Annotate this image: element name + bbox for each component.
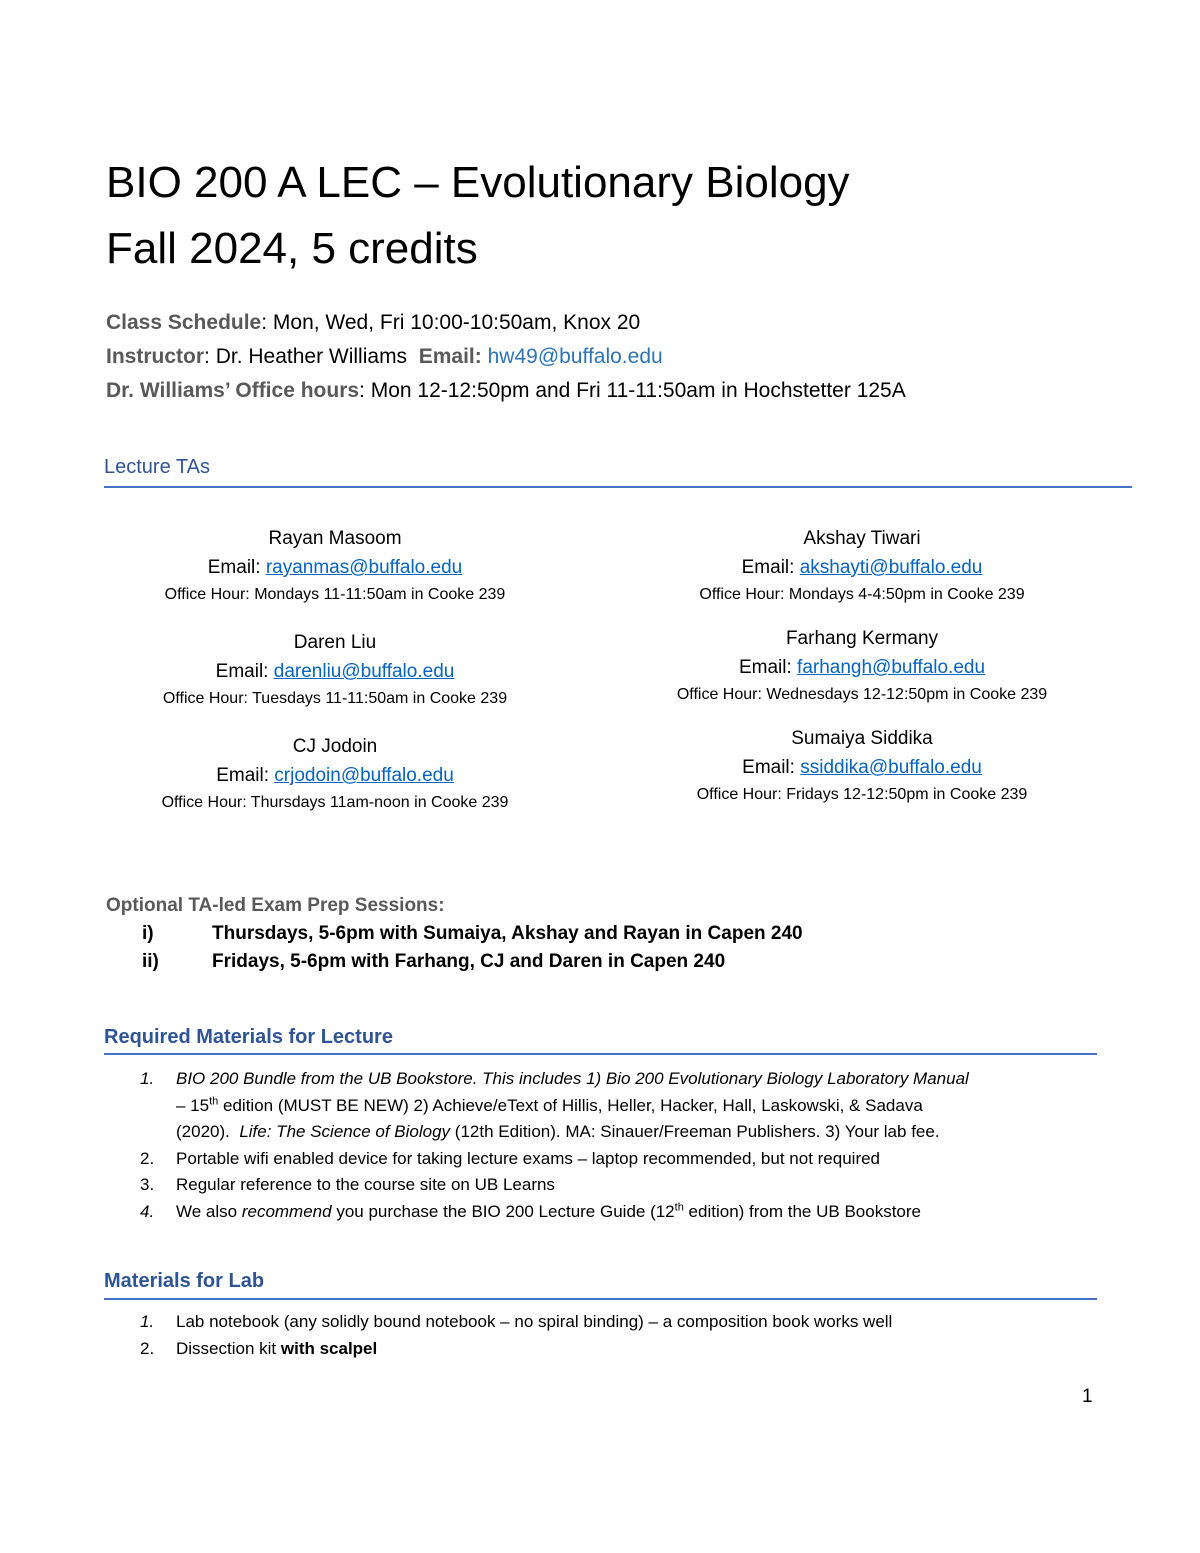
list-sup: th (209, 1094, 219, 1107)
ta-hours-value: Thursdays 11am-noon in Cooke 239 (250, 794, 509, 811)
ta-office-hour (105, 686, 565, 712)
title-line-1: BIO 200 A LEC – Evolutionary Biology (106, 158, 850, 207)
class-schedule-value: Mon, Wed, Fri 10:00-10:50am, Knox 20 (272, 311, 641, 334)
ta-hours-label: Office Hour: (676, 686, 762, 703)
list-item (140, 1146, 1100, 1173)
instructor-row: Instructor: Dr. Heather Williams Email: hw49@buffalo.edu (106, 345, 663, 368)
ta-card (105, 732, 565, 816)
list-text: Regular reference to the course site on UB Learns (176, 1175, 555, 1194)
list-text: Lab notebook (any solidly bound notebook – no spiral binding) – a composition book works well (176, 1312, 893, 1331)
ta-email-link[interactable]: farhangh@buffalo.edu (797, 657, 986, 678)
required-materials-divider (104, 1053, 1097, 1055)
instructor-label: Instructor (106, 345, 205, 368)
ta-card (632, 724, 1092, 808)
list-num: 3. (140, 1175, 155, 1194)
ta-hours-label: Office Hour: (161, 794, 247, 811)
list-bold-text: with scalpel (280, 1338, 378, 1358)
lab-materials-divider (104, 1298, 1097, 1300)
office-hours-label: Dr. Williams’ Office hours (106, 379, 360, 402)
list-text: edition (MUST BE NEW) 2) Achieve/eText of Hillis, Heller, Hacker, Hall, Laskowski, & Sadava (218, 1095, 923, 1115)
list-item (140, 1336, 1100, 1363)
ta-email-row (105, 554, 565, 582)
ta-office-hour (105, 790, 565, 816)
required-materials-heading-text: Required Materials for Lecture (104, 1026, 393, 1048)
ta-hours-value: Mondays 4-4:50pm in Cooke 239 (788, 586, 1025, 603)
ta-email-label: Email: (738, 657, 792, 678)
list-text: Portable wifi enabled device for taking lecture exams – laptop recommended, but not required (176, 1148, 881, 1168)
ta-email-label: Email: (216, 765, 269, 786)
list-sup: th (674, 1200, 684, 1213)
exam-prep-item (106, 948, 803, 976)
ta-name: Farhang Kermany (785, 628, 939, 649)
ta-email-label: Email: (215, 661, 269, 682)
lecture-tas-heading-text: Lecture TAs (104, 456, 210, 478)
list-text: Dissection kit (176, 1338, 281, 1358)
ta-column-left (105, 524, 565, 832)
ta-office-hour (632, 582, 1092, 608)
ta-hours-label: Office Hour: (162, 690, 248, 707)
ta-email-row (105, 762, 565, 790)
ta-hours-value: Wednesdays 12-12:50pm in Cooke 239 (766, 686, 1048, 703)
ta-email-row (632, 654, 1092, 682)
lab-materials-heading (104, 1270, 264, 1293)
ta-card (105, 524, 565, 608)
page-title (106, 150, 850, 282)
list-item (140, 1172, 1100, 1199)
office-hours-row: Dr. Williams’ Office hours: Mon 12-12:50pm and Fri 11-11:50am in Hochstetter 125A (106, 379, 906, 402)
instructor-value: Dr. Heather Williams (215, 345, 408, 368)
ta-hours-label: Office Hour: (699, 586, 785, 603)
exam-prep-heading: Optional TA-led Exam Prep Sessions: (106, 895, 445, 916)
ta-card (632, 524, 1092, 608)
ta-office-hour (105, 582, 565, 608)
ta-email-label: Email: (741, 557, 795, 578)
ta-name: Daren Liu (293, 632, 377, 653)
required-materials-heading (104, 1026, 393, 1049)
ta-email-link[interactable]: akshayti@buffalo.edu (799, 557, 983, 578)
ta-office-hour (632, 782, 1092, 808)
list-emphasis: recommend (241, 1201, 332, 1221)
exam-prep-item (106, 920, 803, 948)
list-text: you purchase the BIO 200 Lecture Guide (12 (331, 1201, 675, 1221)
ta-email-row (632, 554, 1092, 582)
ta-name: Rayan Masoom (268, 528, 402, 549)
ta-name: Sumaiya Siddika (791, 728, 933, 749)
ta-hours-value: Fridays 12-12:50pm in Cooke 239 (786, 786, 1028, 803)
list-num: 4. (140, 1201, 155, 1221)
list-num: 2. (140, 1148, 155, 1168)
ta-hours-label: Office Hour: (164, 586, 250, 603)
ta-column-right (632, 524, 1092, 824)
exam-prep-text: Fridays, 5-6pm with Farhang, CJ and Daren in Capen 240 (212, 951, 726, 972)
list-num: 1. (140, 1069, 155, 1088)
ta-hours-value: Mondays 11-11:50am in Cooke 239 (254, 586, 506, 603)
list-text: (2020). (176, 1122, 235, 1141)
ta-email-row (105, 658, 565, 686)
ta-email-label: Email: (742, 757, 795, 778)
lab-materials-list (140, 1309, 1100, 1362)
required-materials-list (140, 1066, 1100, 1225)
list-text: edition) from the UB Bookstore (683, 1201, 921, 1221)
office-hours-value: Mon 12-12:50pm and Fri 11-11:50am in Hochstetter 125A (370, 379, 906, 402)
lecture-tas-divider (104, 486, 1132, 488)
ta-card (105, 628, 565, 712)
lab-materials-heading-text: Materials for Lab (104, 1270, 265, 1292)
ta-email-link[interactable]: crjodoin@buffalo.edu (274, 765, 454, 786)
page-number: 1 (1082, 1386, 1093, 1407)
list-item (140, 1199, 1100, 1226)
course-info (106, 306, 906, 408)
list-text: (12th Edition). MA: Sinauer/Freeman Publishers. 3) Your lab fee. (450, 1122, 940, 1141)
list-text: – 15 (176, 1095, 210, 1115)
title-line-2: Fall 2024, 5 credits (106, 224, 478, 273)
ta-hours-label: Office Hour: (696, 786, 782, 803)
exam-prep-text: Thursdays, 5-6pm with Sumaiya, Akshay and Rayan in Capen 240 (212, 923, 803, 944)
exam-prep-num: i) (142, 923, 154, 944)
ta-email-link[interactable]: ssiddika@buffalo.edu (800, 757, 982, 778)
ta-email-label: Email: (207, 557, 261, 578)
lecture-tas-heading (104, 456, 210, 479)
ta-email-link[interactable]: darenliu@buffalo.edu (273, 661, 455, 682)
ta-name: Akshay Tiwari (803, 528, 921, 549)
ta-card (632, 624, 1092, 708)
instructor-email-label: Email: (418, 345, 482, 368)
ta-email-row (632, 754, 1092, 782)
ta-email-link[interactable]: rayanmas@buffalo.edu (265, 557, 463, 578)
exam-prep-sessions (106, 892, 803, 976)
list-item (140, 1309, 1100, 1336)
list-item (140, 1066, 1100, 1146)
list-text: BIO 200 Bundle from the UB Bookstore. This includes 1) Bio 200 Evolutionary Biology Laboratory Manual (176, 1069, 969, 1088)
list-num: 1. (140, 1312, 155, 1331)
ta-office-hour (632, 682, 1092, 708)
class-schedule-row: Class Schedule: Mon, Wed, Fri 10:00-10:50am, Knox 20 (106, 311, 641, 334)
exam-prep-num: ii) (142, 951, 159, 972)
ta-hours-value: Tuesdays 11-11:50am in Cooke 239 (252, 690, 508, 707)
list-num: 2. (140, 1338, 155, 1358)
list-text: We also (176, 1201, 242, 1221)
ta-name: CJ Jodoin (292, 736, 378, 757)
class-schedule-label: Class Schedule (106, 311, 262, 334)
instructor-email[interactable]: hw49@buffalo.edu (487, 345, 663, 368)
book-title: Life: The Science of Biology (239, 1122, 451, 1141)
